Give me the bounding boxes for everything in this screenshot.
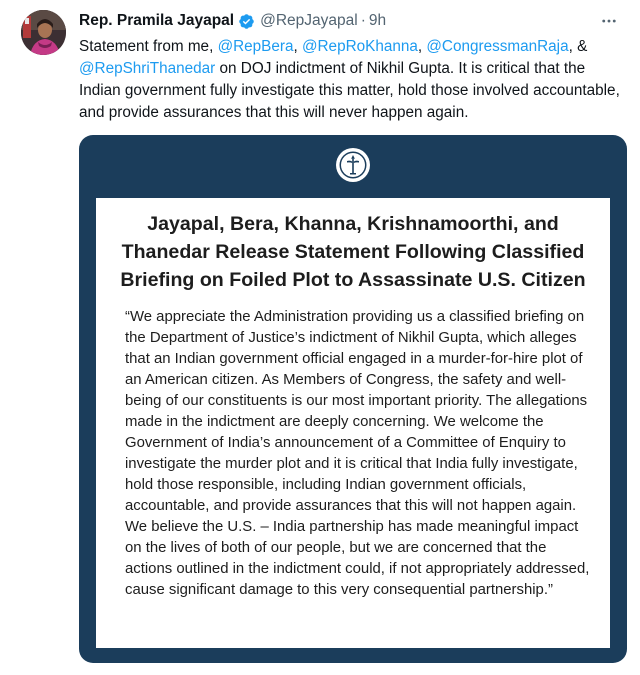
- tweet-text-separator: ,: [293, 38, 302, 55]
- tweet-text-body: on DOJ indictment of Nikhil Gupta. It is critical that the Indian government fully investigate this matter, hold those involved accountable, and provide assurances that this will never happen again.: [79, 60, 620, 121]
- attached-image[interactable]: [79, 135, 627, 663]
- avatar-portrait-icon: [21, 10, 66, 55]
- tweet-text-separator: , &: [568, 38, 588, 55]
- post-timestamp[interactable]: 9h: [368, 12, 387, 29]
- avatar[interactable]: [21, 10, 66, 55]
- author-handle[interactable]: @RepJayapal: [260, 12, 358, 29]
- verified-badge-icon: [238, 13, 255, 30]
- separator-dot: ·: [360, 12, 366, 29]
- congressional-seal-icon: [335, 147, 371, 183]
- more-options-icon: [600, 12, 618, 30]
- press-release-quote: “We appreciate the Administration providing us a classified briefing on the Department of Justice’s indictment of Nikhil Gupta, which alleges that an Indian government official engaged in a murder-for-hire plot of an American citizen. As Members of Congress, the safety and well-being of our constituents is our most important priority. The allegations made in the indictment are deeply concerning. We welcome the Government of India’s announcement of a Committee of Enquiry to investigate the murder plot and it is critical that India fully investigate, hold those responsible, including Indian government officials, accountable, and provide assurances that this will not happen again. We believe the U.S. – India partnership has made meaningful impact on the lives of both of our people, but we are concerned that the actions outlined in the indictment could, if not appropriately addressed, cause significant damage to this very consequential partnership.”: [125, 309, 590, 598]
- mention-link[interactable]: @RepBera: [217, 38, 294, 55]
- tweet-header: [79, 10, 386, 32]
- press-release-title: Jayapal, Bera, Khanna, Krishnamoorthi, and Thanedar Release Statement Following Classified Briefing on Foiled Plot to Assassinate U.S. Citizen: [120, 213, 586, 291]
- mention-link[interactable]: @CongressmanRaja: [426, 38, 569, 55]
- tweet-text-separator: ,: [417, 38, 427, 55]
- mention-link[interactable]: @RepRoKhanna: [301, 38, 418, 55]
- mention-link[interactable]: @RepShriThanedar: [79, 60, 216, 77]
- tweet-text: [79, 36, 629, 124]
- press-release-document: [96, 198, 610, 648]
- more-options-button[interactable]: [598, 12, 620, 30]
- tweet-text-intro: Statement from me,: [79, 38, 218, 55]
- author-name[interactable]: Rep. Pramila Jayapal: [79, 12, 235, 29]
